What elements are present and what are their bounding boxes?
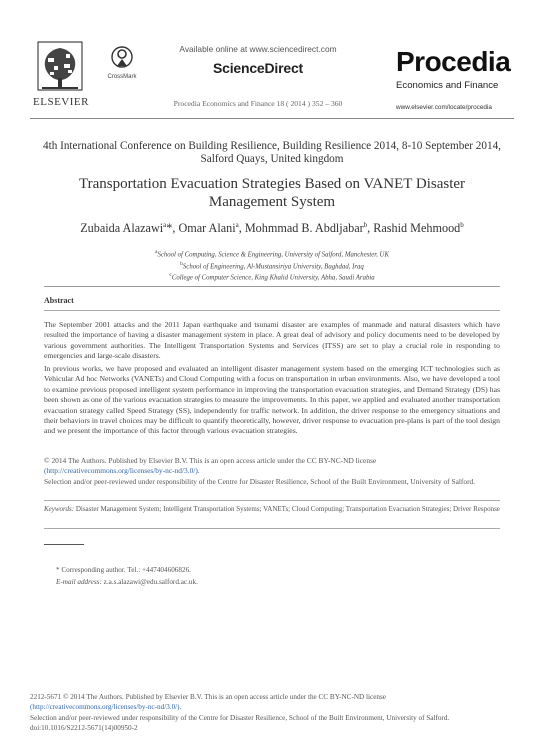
license-link[interactable]: (http://creativecommons.org/licenses/by-nc-nd/3.0/).: [44, 466, 200, 476]
author-name: Rashid Mehmood: [373, 221, 461, 236]
keywords-divider: [44, 500, 500, 501]
doi[interactable]: doi:10.1016/S2212-5671(14)00950-2: [30, 723, 138, 732]
affiliation-mark: c: [169, 272, 172, 279]
license-statement: [44, 456, 500, 487]
paper-title: Transportation Evacuation Strategies Based on VANET Disaster Management System: [78, 176, 466, 210]
footer-peer-review: Selection and/or peer-reviewed under responsibility of the Centre for Disaster Resilience, School of the Built Environment, University of Salford.: [30, 713, 450, 722]
affiliation-text: School of Computing, Science & Engineering, University of Salford, Manchester, UK: [157, 251, 389, 259]
footnote-divider: [44, 544, 84, 545]
author-name: Mohmmad B. Abdljabar: [244, 221, 364, 236]
author-separator: ,: [172, 221, 179, 236]
procedia-title: Procedia: [396, 46, 511, 77]
procedia-logo: [394, 48, 512, 112]
author-corresponding-mark: *: [166, 221, 173, 236]
author-separator: ,: [238, 221, 245, 236]
footer-license-link[interactable]: (http://creativecommons.org/licenses/by-nc-nd/3.0/).: [30, 703, 182, 712]
peer-review-statement: Selection and/or peer-reviewed under responsibility of the Centre for Disaster Resilience, School of the Built Environment, University of Salford.: [44, 476, 476, 486]
corresponding-author: * Corresponding author. Tel.: +447404606826.: [56, 566, 191, 574]
journal-reference: Procedia Economics and Finance 18 ( 2014 ) 352 – 360: [173, 99, 343, 108]
author-affiliation-mark: a: [235, 221, 239, 229]
crossmark-icon: [111, 46, 133, 68]
license-line: © 2014 The Authors. Published by Elsevier B.V. This is an open access article under the CC BY-NC-ND license: [44, 456, 377, 465]
publisher-name: ELSEVIER: [33, 96, 89, 108]
author-separator: ,: [367, 221, 374, 236]
email-address[interactable]: z.a.s.alazawi@edu.salford.ac.uk.: [103, 578, 198, 586]
header-divider: [30, 118, 514, 119]
affiliation-list: [40, 248, 504, 283]
affiliation-text: College of Computer Science, King Khalid University, Abha, Saudi Arabia: [171, 274, 375, 282]
abstract-heading: Abstract: [44, 296, 74, 305]
email-line: [56, 578, 476, 586]
procedia-subtitle: Economics and Finance: [396, 80, 499, 91]
author-name: Omar Alani: [178, 221, 236, 236]
keywords: [44, 504, 500, 514]
author-affiliation-mark: b: [363, 221, 368, 229]
affiliation-item: [40, 271, 504, 283]
author-name: Zubaida Alazawi: [80, 221, 164, 236]
affiliation-item: [40, 248, 504, 260]
available-online-text: Available online at www.sciencedirect.com: [179, 44, 337, 54]
email-label: E-mail address:: [56, 578, 102, 586]
affiliation-text: School of Engineering, Al-Mustansiriya University, Baghdad, Iraq: [182, 262, 364, 270]
affiliation-mark: b: [180, 260, 183, 267]
conference-name: 4th International Conference on Building Resilience, Building Resilience 2014, 8-10 September 2014, Salford Quays, United kingdom: [43, 140, 501, 165]
author-affiliation-mark: a: [163, 221, 167, 229]
elsevier-tree-icon: [30, 40, 90, 96]
abstract-divider: [44, 310, 500, 311]
keywords-bottom-divider: [44, 528, 500, 529]
keywords-text: Disaster Management System; Intelligent Transportation Systems; VANETs; Cloud Computing; Transportation Evacuation Strategies; Driver Response: [75, 505, 500, 513]
author-affiliation-mark: b: [460, 221, 464, 229]
copyright-line: 2212-5671 © 2014 The Authors. Published by Elsevier B.V. This is an open access article under the CC BY-NC-ND license: [30, 693, 386, 701]
affiliation-mark: a: [154, 249, 158, 255]
keywords-label: Keywords:: [44, 505, 75, 513]
title-divider: [44, 286, 500, 287]
abstract-paragraph: In previous works, we have proposed and evaluated an intelligent disaster management system based on the emerging ICT technologies such as Vehicular Ad hoc Networks (VANETs) and Cloud Computing with a focus on transportation in urban environments. Also, we have developed a tool to examine previous proposed intelligent system performance in improving the transportation evacuation strategies, and Demand Strategy (DS) has been shown as one of the various evacuation strategies to measure the improvements. In this paper, we applied and evaluated another transportation evacuation strategy called Speed Strategy (SS), independently for traffic network. In addition, the driver response to the emergency situations and their behaviors in travel choices may be difficult to quantify theoretically, however, driver response to evacuation pre-plans is part of the tool design and we present the importance of this factor through various evacuation strategies.: [44, 364, 500, 436]
copyright-footer: [30, 692, 514, 733]
crossmark-label: CrossMark: [107, 74, 137, 80]
abstract-paragraph: The September 2001 attacks and the 2011 Japan earthquake and tsunami disaster are examples of manmade and natural disasters which have resulted the importance of having a disaster management system in place. A great deal of advisory and policy documents need to be developed by various government authorities. The Intelligent Transportation Systems and Services (ITSS) are set to play a crucial role in responding to emergencies and large-scale disasters.: [44, 320, 500, 361]
affiliation-item: [40, 260, 504, 272]
author-list: [40, 221, 504, 236]
sciencedirect-logo: ScienceDirect: [212, 60, 303, 76]
crossmark-badge[interactable]: [104, 46, 140, 80]
procedia-url[interactable]: www.elsevier.com/locate/procedia: [396, 104, 492, 111]
